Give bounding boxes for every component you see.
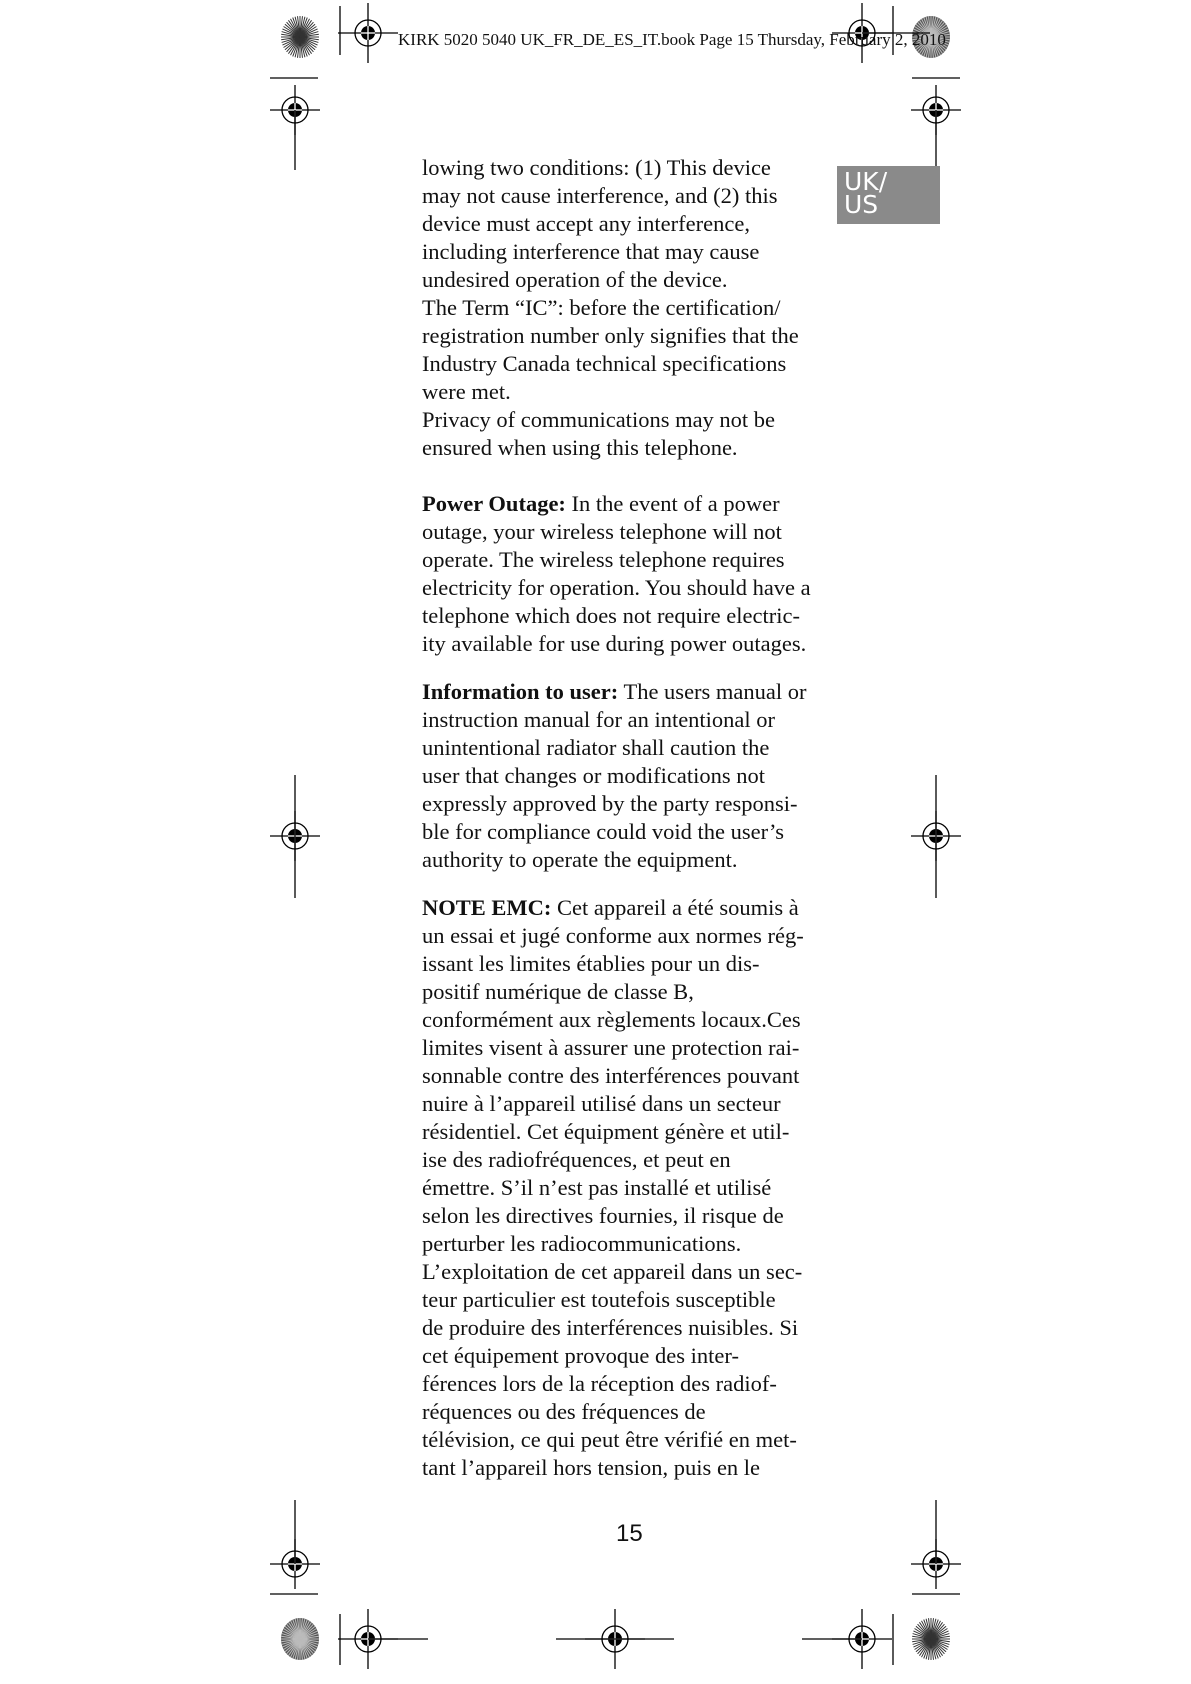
text-line-content: sonnable contre des interférences pouvant (422, 1063, 800, 1088)
text-line (422, 406, 842, 434)
text-line (422, 762, 842, 790)
page-number: 15 (616, 1520, 643, 1547)
text-line (422, 818, 842, 846)
text-line-content: conformément aux règlements locaux.Ces (422, 1007, 801, 1032)
text-line-content: Cet appareil a été soumis à (551, 895, 799, 920)
text-line (422, 434, 842, 462)
text-line-content: lowing two conditions: (1) This device (422, 155, 771, 180)
text-line-content: instruction manual for an intentional or (422, 707, 776, 732)
language-tab-line2: US (844, 190, 879, 219)
text-line (422, 378, 842, 406)
text-line (422, 630, 842, 658)
text-line-content: Privacy of communications may not be (422, 407, 776, 432)
text-line-content: positif numérique de classe B, (422, 979, 694, 1004)
text-line (422, 1286, 842, 1314)
registration-mark-icon (338, 3, 398, 63)
text-line-content: registration number only signifies that the (422, 323, 799, 348)
language-tab-line1: UK/ (844, 167, 888, 196)
text-line (422, 1062, 842, 1090)
text-line (422, 1342, 842, 1370)
text-line (422, 1314, 842, 1342)
paragraph-lead: NOTE EMC: (422, 895, 552, 920)
text-line (422, 1202, 842, 1230)
text-line-content: un essai et jugé conforme aux normes rég- (422, 923, 804, 948)
color-bar-sunburst-icon (912, 1618, 950, 1660)
text-line (422, 1454, 842, 1482)
text-line-content: ble for compliance could void the user’s (422, 819, 784, 844)
text-line (422, 950, 842, 978)
body-text-column (422, 154, 842, 1482)
text-line (422, 490, 842, 518)
text-line-content: ity available for use during power outages. (422, 631, 807, 656)
paragraph-lead: Power Outage: (422, 491, 566, 516)
text-line-content: perturber les radiocommunications. (422, 1231, 742, 1256)
text-line-content: operate. The wireless telephone requires (422, 547, 785, 572)
text-line-content: In the event of a power (565, 491, 780, 516)
text-line-content: telephone which does not require electric- (422, 603, 800, 628)
text-line-content: user that changes or modifications not (422, 763, 766, 788)
text-line (422, 574, 842, 602)
text-line-content: authority to operate the equipment. (422, 847, 738, 872)
text-line-content: cet équipement provoque des inter- (422, 1343, 739, 1368)
paragraph (422, 294, 842, 406)
text-line (422, 678, 842, 706)
text-line (422, 1174, 842, 1202)
print-header: KIRK 5020 5040 UK_FR_DE_ES_IT.book Page 15 Thursday, February 2, 2010 (398, 30, 946, 49)
text-line-content: expressly approved by the party responsi- (422, 791, 798, 816)
language-tab (837, 166, 940, 224)
text-line-content: including interference that may cause (422, 239, 760, 264)
text-line (422, 210, 842, 238)
text-line (422, 518, 842, 546)
text-line-content: émettre. S’il n’est pas installé et utilisé (422, 1175, 772, 1200)
text-line (422, 1006, 842, 1034)
text-line-content: Industry Canada technical specifications (422, 351, 787, 376)
text-line-content: electricity for operation. You should have a (422, 575, 811, 600)
text-line (422, 294, 842, 322)
text-line-content: The Term “IC”: before the certification/ (422, 295, 781, 320)
text-line-content: réquences ou des fréquences de (422, 1399, 706, 1424)
text-line-content: selon les directives fournies, il risque de (422, 1203, 784, 1228)
text-line-content: were met. (422, 379, 511, 404)
text-line (422, 1398, 842, 1426)
text-line (422, 978, 842, 1006)
text-line-content: férences lors de la réception des radiof- (422, 1371, 777, 1396)
text-line-content: outage, your wireless telephone will not (422, 519, 782, 544)
text-line (422, 154, 842, 182)
text-line (422, 1370, 842, 1398)
text-line (422, 266, 842, 294)
text-line (422, 238, 842, 266)
text-line-content: may not cause interference, and (2) this (422, 183, 778, 208)
text-line (422, 1258, 842, 1286)
text-line (422, 922, 842, 950)
text-line-content: undesired operation of the device. (422, 267, 728, 292)
color-bar-sunburst-icon (281, 1618, 319, 1660)
paragraph (422, 406, 842, 462)
text-line-content: The users manual or (618, 679, 807, 704)
paragraph (422, 154, 842, 294)
text-line-content: limites visent à assurer une protection rai- (422, 1035, 800, 1060)
text-line (422, 706, 842, 734)
text-line-content: teur particulier est toutefois susceptible (422, 1287, 776, 1312)
paragraph (422, 678, 842, 874)
text-line (422, 322, 842, 350)
text-line (422, 734, 842, 762)
text-line-content: unintentional radiator shall caution the (422, 735, 770, 760)
text-line-content: L’exploitation de cet appareil dans un sec- (422, 1259, 803, 1284)
paragraph-lead: Information to user: (422, 679, 619, 704)
text-line (422, 894, 842, 922)
text-line (422, 1090, 842, 1118)
text-line (422, 1034, 842, 1062)
text-line (422, 602, 842, 630)
text-line-content: tant l’appareil hors tension, puis en le (422, 1455, 761, 1480)
text-line-content: résidentiel. Cet équipment génère et util- (422, 1119, 790, 1144)
text-line-content: ise des radiofréquences, et peut en (422, 1147, 731, 1172)
text-line (422, 1118, 842, 1146)
text-line (422, 1426, 842, 1454)
paragraph (422, 894, 842, 1482)
text-line-content: télévision, ce qui peut être vérifié en met- (422, 1427, 797, 1452)
text-line-content: de produire des interférences nuisibles. Si (422, 1315, 799, 1340)
text-line (422, 182, 842, 210)
text-line-content: issant les limites établies pour un dis- (422, 951, 760, 976)
text-line (422, 546, 842, 574)
text-line (422, 350, 842, 378)
color-bar-sunburst-icon (281, 16, 319, 58)
text-line (422, 790, 842, 818)
paragraph (422, 490, 842, 658)
text-line (422, 1146, 842, 1174)
text-line (422, 1230, 842, 1258)
text-line-content: ensured when using this telephone. (422, 435, 738, 460)
text-line (422, 846, 842, 874)
text-line-content: nuire à l’appareil utilisé dans un secteur (422, 1091, 781, 1116)
text-line-content: device must accept any interference, (422, 211, 750, 236)
